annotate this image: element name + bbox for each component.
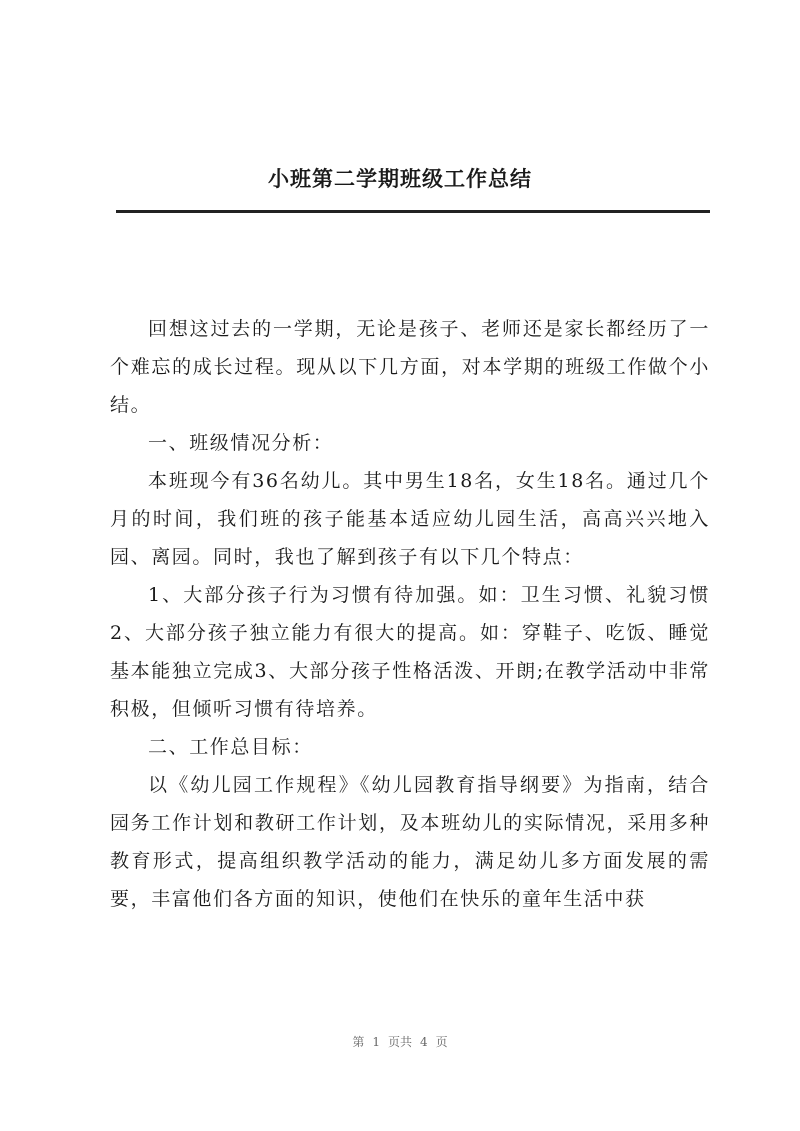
page-total: 4 [420,1035,428,1049]
section-heading-class-analysis: 一、班级情况分析： [148,432,334,454]
page-middle: 页共 [387,1035,412,1049]
paragraph-intro: 回想这过去的一学期，无论是孩子、老师还是家长都经历了一个难忘的成长过程。现从以下几方面，对本学期的班级工作做个小结。 [110,318,710,416]
section-heading-goals: 二、工作总目标： [148,736,313,758]
page-number: 1 [372,1035,380,1049]
title-divider [116,210,710,213]
paragraph-goals: 以《幼儿园工作规程》《幼儿园教育指导纲要》为指南，结合园务工作计划和教研工作计划，及本班幼儿的实际情况，采用多种教育形式，提高组织教学活动的能力，满足幼儿多方面发展的需要，丰富他们各方面的知识，使他们在快乐的童年生活中获 [110,774,710,910]
document-title: 小班第二学期班级工作总结 [268,166,532,191]
paragraph-class-situation: 本班现今有36名幼儿。其中男生18名，女生18名。通过几个月的时间，我们班的孩子能基本适应幼儿园生活，高高兴兴地入园、离园。同时，我也了解到孩子有以下几个特点： [110,470,710,568]
paragraph-characteristics: 1、大部分孩子行为习惯有待加强。如：卫生习惯、礼貌习惯2、大部分孩子独立能力有很大的提高。如：穿鞋子、吃饭、睡觉基本能独立完成3、大部分孩子性格活泼、开朗;在教学活动中非常积极，但倾听习惯有待培养。 [110,584,710,720]
page-prefix: 第 [352,1035,365,1049]
page-footer [0,1033,800,1050]
document-body [110,310,710,918]
page-suffix: 页 [435,1035,448,1049]
